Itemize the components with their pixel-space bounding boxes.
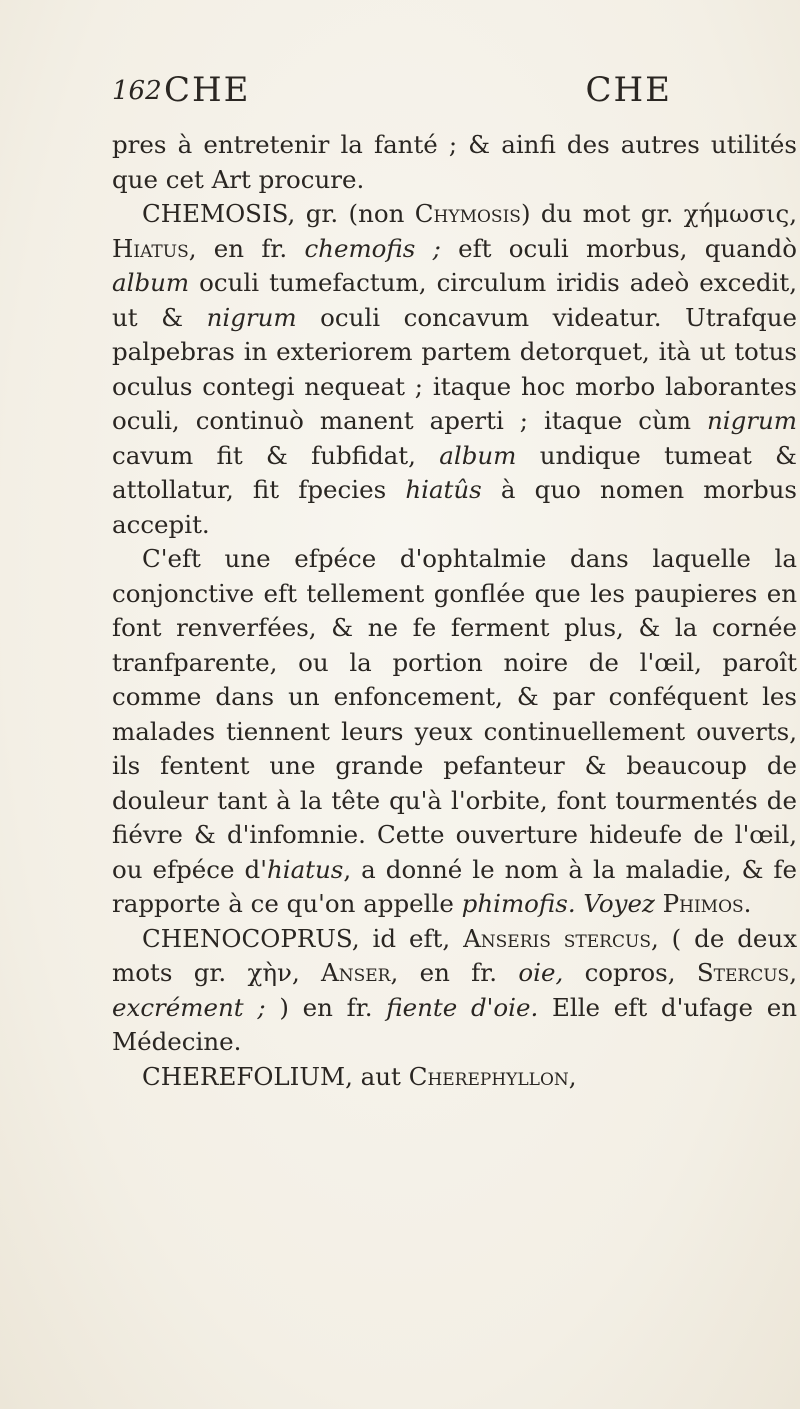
text-run: nigrum	[206, 302, 297, 332]
text-run: à quo nomen morbus accepit.	[112, 475, 797, 539]
text-run: album	[112, 268, 190, 297]
text-run: Chymosis	[414, 199, 521, 228]
entry-cherefolium	[112, 1060, 797, 1095]
text-run: CHENOCOPRUS, id eft,	[142, 923, 464, 953]
text-run: ,	[789, 958, 797, 987]
text-run: hiatûs	[405, 475, 482, 504]
text-run: , a donné le nom à la maladie, & fe rapporte à ce qu'on appelle	[112, 854, 797, 918]
text-run: .	[743, 889, 752, 918]
text-run: Phimos	[662, 889, 744, 918]
text-run: hiatus	[266, 854, 344, 884]
text-run: copros,	[563, 958, 697, 987]
text-run: Elle eft d'ufage en Médecine.	[112, 992, 797, 1056]
entry-chenocoprus	[112, 922, 797, 1060]
entry-chemosis	[112, 197, 797, 542]
text-run: Anseris stercus	[463, 923, 651, 953]
text-run: CHEREFOLIUM, aut	[142, 1061, 409, 1091]
header-right-heading: CHE	[585, 70, 672, 110]
text-run: eft oculi morbus, quandò	[440, 233, 797, 263]
text-run: Anser	[321, 958, 391, 987]
text-run: pres à entretenir la fanté ; & ainfi des autres utilités que cet Art procure.	[112, 130, 797, 194]
text-run: undique tumeat & attollatur, fit fpecies	[112, 440, 797, 504]
text-run: Stercus	[696, 958, 790, 987]
text-run: Cherephyllon	[408, 1061, 569, 1091]
text-run: excrément ;	[112, 992, 266, 1022]
text-run: ) en fr.	[265, 992, 387, 1022]
text-run: fiente d'oie.	[386, 992, 539, 1022]
text-run: ) du mot gr. χήμωσις,	[520, 199, 797, 228]
text-run: cavum fit & fubfidat,	[112, 440, 440, 470]
header-left-heading: CHE	[164, 70, 251, 110]
text-run: , en fr.	[188, 233, 305, 263]
text-run: nigrum	[706, 406, 797, 435]
text-run: phimofis. Voyez	[461, 889, 655, 918]
paragraph-continuation	[112, 128, 797, 197]
text-run: , en fr.	[390, 958, 519, 987]
body-text	[112, 128, 797, 1094]
page-number: 162	[112, 76, 162, 106]
text-run: oie,	[518, 958, 564, 987]
text-run: album	[439, 440, 517, 470]
text-run: oculi concavum videatur. Utrafque palpebras in exteriorem partem detorquet, ità ut totus oculus contegi nequeat ; itaque hoc morbo laborantes oculi, continuò manent aperti ; itaque cùm	[112, 302, 797, 435]
paragraph-chemosis-french	[112, 542, 797, 922]
text-run: C'eft une efpéce d'ophtalmie dans laquelle la conjonctive eft tellement gonflée que les paupieres en font renverfées, & ne fe ferment plus, & la cornée tranfparente, ou la portion noire de l'œil, paroît comme dans un enfoncement, & par conféquent les malades tiennent leurs yeux continuellement ouverts, ils fentent une grande pefanteur & beaucoup de douleur tant à la tête qu'à l'orbite, font tourmentés de fiévre & d'infomnie. Cette ouverture hideufe de l'œil, ou efpéce d'	[112, 544, 797, 884]
text-run: oculi tumefactum, circulum iridis adeò excedit, ut &	[112, 268, 797, 332]
text-run	[655, 889, 663, 918]
text-run: Hiatus	[112, 233, 189, 263]
text-run: , ( de deux mots gr. χὴν,	[112, 923, 798, 987]
text-run: CHEMOSIS, gr. (non	[142, 199, 415, 228]
running-header	[112, 70, 672, 120]
text-run: chemofis ;	[304, 233, 441, 263]
text-run: ,	[568, 1061, 577, 1091]
